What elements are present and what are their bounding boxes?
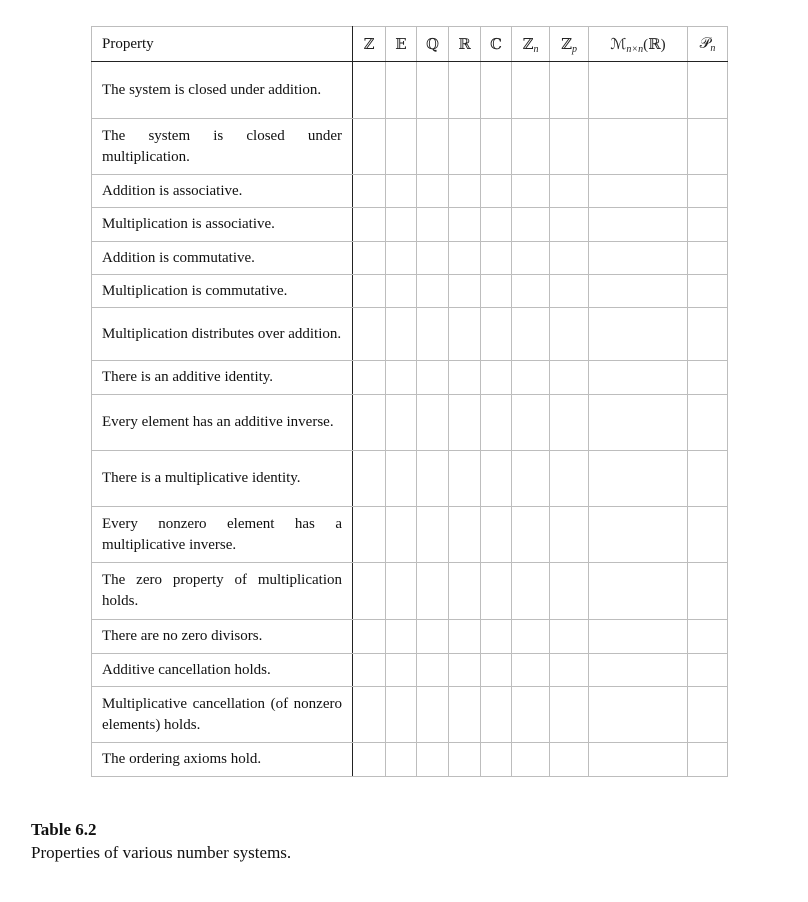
answer-cell <box>589 563 688 620</box>
table-body <box>92 62 728 777</box>
table-row <box>92 743 728 777</box>
property-label: Every element has an additive inverse. <box>92 395 353 451</box>
answer-cell <box>481 451 512 507</box>
answer-cell <box>386 563 417 620</box>
table-row <box>92 119 728 175</box>
answer-cell <box>449 620 481 654</box>
answer-cell <box>449 395 481 451</box>
system-symbol: ℂ <box>490 36 502 53</box>
answer-cell <box>512 563 550 620</box>
system-symbol: ℤ <box>522 36 534 53</box>
table-row <box>92 451 728 507</box>
property-label: Every nonzero element has a multiplicative inverse. <box>92 507 353 563</box>
answer-cell <box>481 743 512 777</box>
answer-cell <box>512 308 550 361</box>
answer-cell <box>589 275 688 308</box>
property-label: Multiplicative cancellation (of nonzero elements) holds. <box>92 687 353 743</box>
table-row <box>92 654 728 687</box>
answer-cell <box>386 62 417 119</box>
answer-cell <box>589 654 688 687</box>
answer-cell <box>449 361 481 395</box>
answer-cell <box>481 507 512 563</box>
answer-cell <box>386 308 417 361</box>
answer-cell <box>449 275 481 308</box>
answer-cell <box>417 62 449 119</box>
answer-cell <box>417 620 449 654</box>
property-label: Addition is commutative. <box>92 242 353 275</box>
answer-cell <box>512 119 550 175</box>
system-column-header <box>550 27 589 62</box>
answer-cell <box>589 361 688 395</box>
answer-cell <box>386 275 417 308</box>
system-column-header <box>688 27 728 62</box>
answer-cell <box>353 275 386 308</box>
answer-cell <box>550 119 589 175</box>
system-symbol: ℤ <box>363 36 375 53</box>
system-subscript: n×n <box>626 43 644 55</box>
answer-cell <box>449 654 481 687</box>
answer-cell <box>449 175 481 208</box>
answer-cell <box>417 395 449 451</box>
table-row <box>92 620 728 654</box>
answer-cell <box>353 620 386 654</box>
answer-cell <box>512 361 550 395</box>
answer-cell <box>481 361 512 395</box>
answer-cell <box>550 62 589 119</box>
answer-cell <box>417 275 449 308</box>
answer-cell <box>449 563 481 620</box>
answer-cell <box>386 175 417 208</box>
answer-cell <box>353 175 386 208</box>
property-label: Additive cancellation holds. <box>92 654 353 687</box>
answer-cell <box>512 208 550 242</box>
answer-cell <box>481 62 512 119</box>
system-symbol: ℤ <box>561 36 572 53</box>
answer-cell <box>386 507 417 563</box>
property-label: There is an additive identity. <box>92 361 353 395</box>
answer-cell <box>386 743 417 777</box>
system-subscript: n <box>710 43 716 54</box>
answer-cell <box>417 654 449 687</box>
table-caption <box>31 818 291 864</box>
system-column-header <box>417 27 449 62</box>
system-symbol: 𝒫 <box>699 36 711 52</box>
system-suffix: (ℝ) <box>643 36 666 53</box>
answer-cell <box>512 451 550 507</box>
answer-cell <box>481 175 512 208</box>
property-label: The zero property of multiplication holds. <box>92 563 353 620</box>
answer-cell <box>353 242 386 275</box>
answer-cell <box>688 563 728 620</box>
table-row <box>92 62 728 119</box>
property-label: The system is closed under addition. <box>92 62 353 119</box>
answer-cell <box>550 654 589 687</box>
answer-cell <box>512 654 550 687</box>
answer-cell <box>386 361 417 395</box>
table-row <box>92 361 728 395</box>
answer-cell <box>353 563 386 620</box>
answer-cell <box>353 395 386 451</box>
answer-cell <box>386 242 417 275</box>
answer-cell <box>386 687 417 743</box>
answer-cell <box>512 242 550 275</box>
answer-cell <box>589 175 688 208</box>
answer-cell <box>449 451 481 507</box>
answer-cell <box>386 620 417 654</box>
properties-table <box>91 26 728 777</box>
table-row <box>92 507 728 563</box>
answer-cell <box>688 308 728 361</box>
answer-cell <box>417 743 449 777</box>
answer-cell <box>550 507 589 563</box>
answer-cell <box>512 175 550 208</box>
answer-cell <box>353 308 386 361</box>
property-label: There is a multiplicative identity. <box>92 451 353 507</box>
table-row <box>92 687 728 743</box>
answer-cell <box>512 62 550 119</box>
answer-cell <box>449 308 481 361</box>
answer-cell <box>589 507 688 563</box>
answer-cell <box>512 507 550 563</box>
answer-cell <box>481 563 512 620</box>
answer-cell <box>353 119 386 175</box>
system-column-header <box>481 27 512 62</box>
table-row <box>92 563 728 620</box>
answer-cell <box>512 395 550 451</box>
property-label: The system is closed under multiplication. <box>92 119 353 175</box>
answer-cell <box>481 308 512 361</box>
answer-cell <box>550 687 589 743</box>
answer-cell <box>550 308 589 361</box>
table-row <box>92 308 728 361</box>
table-row <box>92 208 728 242</box>
answer-cell <box>417 175 449 208</box>
answer-cell <box>449 687 481 743</box>
answer-cell <box>550 361 589 395</box>
answer-cell <box>512 620 550 654</box>
answer-cell <box>417 361 449 395</box>
answer-cell <box>481 242 512 275</box>
answer-cell <box>386 119 417 175</box>
system-column-header <box>512 27 550 62</box>
answer-cell <box>550 620 589 654</box>
answer-cell <box>417 687 449 743</box>
answer-cell <box>417 308 449 361</box>
answer-cell <box>589 242 688 275</box>
answer-cell <box>417 242 449 275</box>
system-column-header <box>449 27 481 62</box>
table-row <box>92 242 728 275</box>
answer-cell <box>688 275 728 308</box>
answer-cell <box>386 208 417 242</box>
answer-cell <box>449 62 481 119</box>
property-label: Multiplication is commutative. <box>92 275 353 308</box>
system-symbol: 𝔼 <box>395 36 407 53</box>
answer-cell <box>449 743 481 777</box>
answer-cell <box>589 62 688 119</box>
answer-cell <box>353 62 386 119</box>
answer-cell <box>449 507 481 563</box>
answer-cell <box>589 451 688 507</box>
answer-cell <box>449 208 481 242</box>
answer-cell <box>550 275 589 308</box>
answer-cell <box>481 395 512 451</box>
answer-cell <box>353 208 386 242</box>
table-row <box>92 395 728 451</box>
answer-cell <box>688 175 728 208</box>
table-row <box>92 175 728 208</box>
answer-cell <box>353 687 386 743</box>
answer-cell <box>589 687 688 743</box>
property-column-header: Property <box>92 27 353 62</box>
table-row <box>92 275 728 308</box>
answer-cell <box>353 743 386 777</box>
answer-cell <box>417 119 449 175</box>
answer-cell <box>688 654 728 687</box>
answer-cell <box>688 687 728 743</box>
answer-cell <box>688 208 728 242</box>
answer-cell <box>353 654 386 687</box>
answer-cell <box>550 743 589 777</box>
answer-cell <box>688 451 728 507</box>
answer-cell <box>589 395 688 451</box>
answer-cell <box>512 275 550 308</box>
property-label: The ordering axioms hold. <box>92 743 353 777</box>
answer-cell <box>353 507 386 563</box>
answer-cell <box>449 119 481 175</box>
answer-cell <box>550 395 589 451</box>
answer-cell <box>550 208 589 242</box>
system-subscript: n <box>533 43 539 55</box>
answer-cell <box>589 743 688 777</box>
answer-cell <box>589 119 688 175</box>
caption-title: Table 6.2 <box>31 820 97 839</box>
answer-cell <box>481 275 512 308</box>
answer-cell <box>512 687 550 743</box>
answer-cell <box>688 242 728 275</box>
answer-cell <box>688 361 728 395</box>
answer-cell <box>481 208 512 242</box>
answer-cell <box>550 563 589 620</box>
system-column-header <box>589 27 688 62</box>
answer-cell <box>589 208 688 242</box>
answer-cell <box>688 743 728 777</box>
answer-cell <box>353 361 386 395</box>
answer-cell <box>688 507 728 563</box>
system-symbol: ℝ <box>458 36 471 53</box>
system-column-header <box>353 27 386 62</box>
answer-cell <box>550 242 589 275</box>
answer-cell <box>481 654 512 687</box>
answer-cell <box>589 620 688 654</box>
answer-cell <box>417 208 449 242</box>
table-header-row <box>92 27 728 62</box>
system-symbol: ℚ <box>425 36 440 53</box>
answer-cell <box>449 242 481 275</box>
answer-cell <box>481 119 512 175</box>
property-label: Multiplication is associative. <box>92 208 353 242</box>
answer-cell <box>386 395 417 451</box>
answer-cell <box>417 507 449 563</box>
answer-cell <box>481 687 512 743</box>
property-label: Addition is associative. <box>92 175 353 208</box>
answer-cell <box>550 175 589 208</box>
answer-cell <box>353 451 386 507</box>
system-symbol: ℳ <box>610 36 627 53</box>
answer-cell <box>386 654 417 687</box>
property-label: Multiplication distributes over addition. <box>92 308 353 361</box>
answer-cell <box>688 119 728 175</box>
answer-cell <box>550 451 589 507</box>
system-subscript: p <box>571 43 577 55</box>
answer-cell <box>386 451 417 507</box>
system-column-header <box>386 27 417 62</box>
property-label: There are no zero divisors. <box>92 620 353 654</box>
answer-cell <box>481 620 512 654</box>
answer-cell <box>688 395 728 451</box>
answer-cell <box>417 451 449 507</box>
answer-cell <box>589 308 688 361</box>
answer-cell <box>512 743 550 777</box>
answer-cell <box>417 563 449 620</box>
answer-cell <box>688 62 728 119</box>
caption-text: Properties of various number systems. <box>31 843 292 862</box>
answer-cell <box>688 620 728 654</box>
